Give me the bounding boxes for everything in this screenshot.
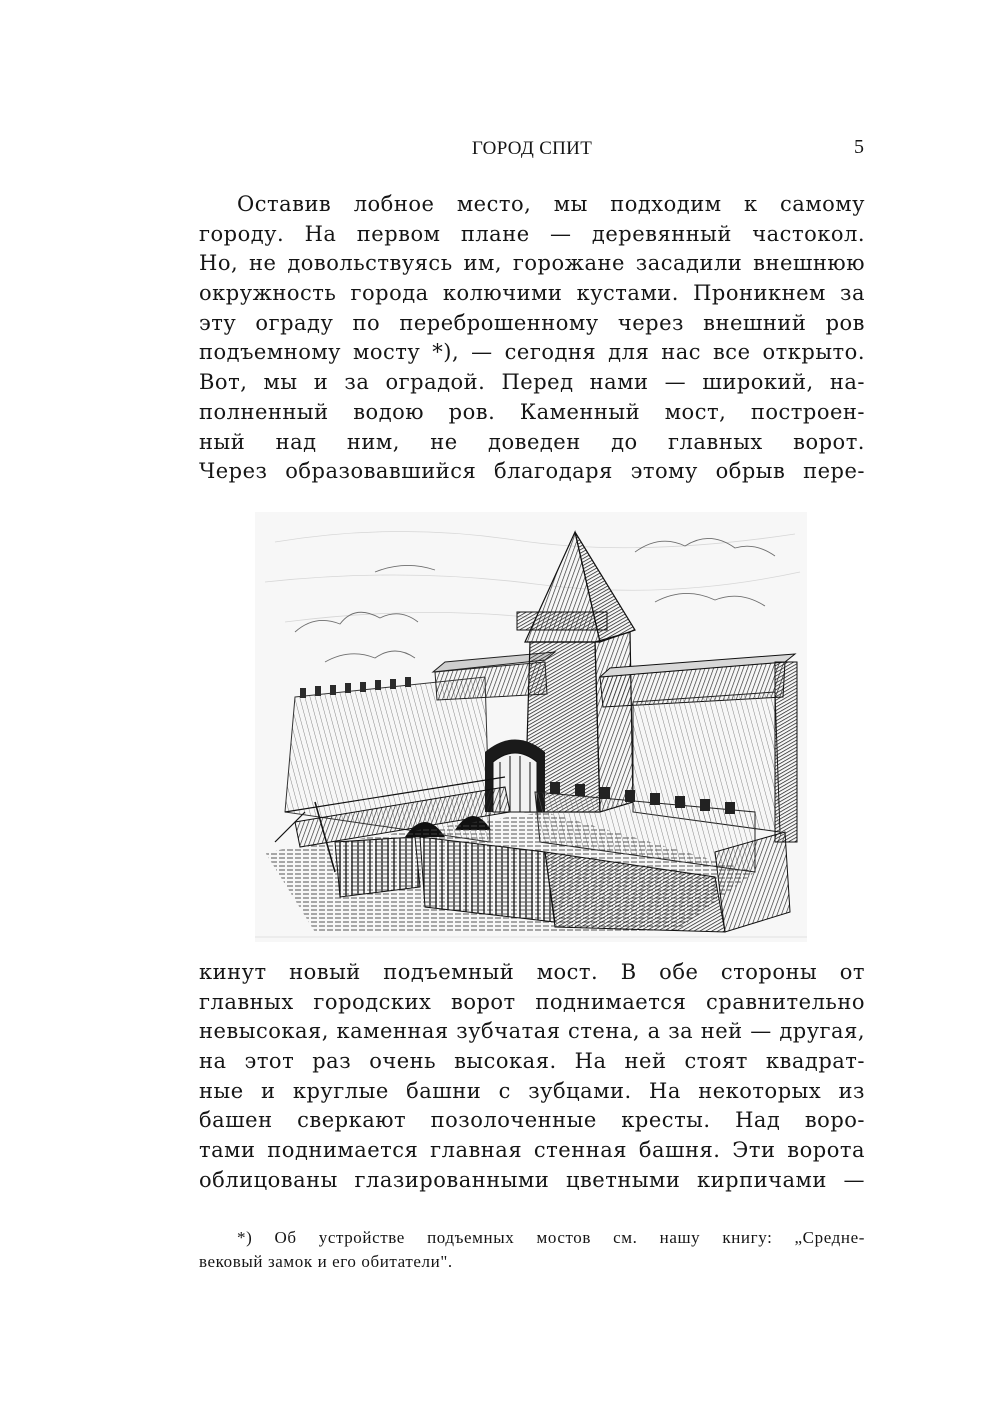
footnote-line: *) Об устройстве подъемных мостов см. нашу книгу: „Средне- bbox=[237, 1228, 865, 1247]
text-line: окружность города колючими кустами. Проникнем за bbox=[199, 281, 865, 306]
paragraph-bottom bbox=[199, 958, 865, 1196]
text-line: городу. На первом плане — деревянный частокол. bbox=[199, 221, 865, 246]
text-line: Вот, мы и за оградой. Перед нами — широкий, на- bbox=[199, 370, 865, 395]
text-line: Оставив лобное место, мы подходим к самому bbox=[237, 192, 865, 216]
text-line: полненный водою ров. Каменный мост, построен- bbox=[199, 399, 865, 424]
text-line: облицованы глазированными цветными кирпичами — bbox=[199, 1167, 865, 1192]
text-line: кинут новый подъемный мост. В обе стороны от bbox=[199, 960, 865, 984]
chapter-title: ГОРОД СПИТ bbox=[471, 138, 593, 159]
text-line: Через образовавшийся благодаря этому обрыв пере- bbox=[199, 459, 865, 484]
text-line: Но, не довольствуясь им, горожане засадили внешнюю bbox=[199, 251, 865, 276]
text-line: ный над ним, не доведен до главных ворот. bbox=[199, 429, 865, 454]
footnote bbox=[199, 1226, 865, 1274]
fortified-gate-engraving-icon bbox=[255, 512, 807, 942]
running-head bbox=[200, 138, 864, 162]
paragraph-top bbox=[199, 190, 865, 487]
text-line: невысокая, каменная зубчатая стена, а за ней — другая, bbox=[199, 1019, 865, 1044]
text-line: башен сверкают позолоченные кресты. Над воро- bbox=[199, 1108, 865, 1133]
text-line: ные и круглые башни с зубцами. На некоторых из bbox=[199, 1078, 865, 1103]
text-line: подъемному мосту *), — сегодня для нас все открыто. bbox=[199, 340, 865, 365]
text-line: эту ограду по переброшенному через внешний ров bbox=[199, 310, 865, 335]
text-line: на этот раз очень высокая. На ней стоят квадрат- bbox=[199, 1049, 865, 1074]
fortified-gate-engraving bbox=[255, 512, 807, 942]
footnote-line: вековый замок и его обитатели". bbox=[199, 1252, 453, 1271]
page-number: 5 bbox=[854, 136, 864, 158]
text-line: тами поднимается главная стенная башня. Эти ворота bbox=[199, 1138, 865, 1163]
text-line: главных городских ворот поднимается сравнительно bbox=[199, 989, 865, 1014]
